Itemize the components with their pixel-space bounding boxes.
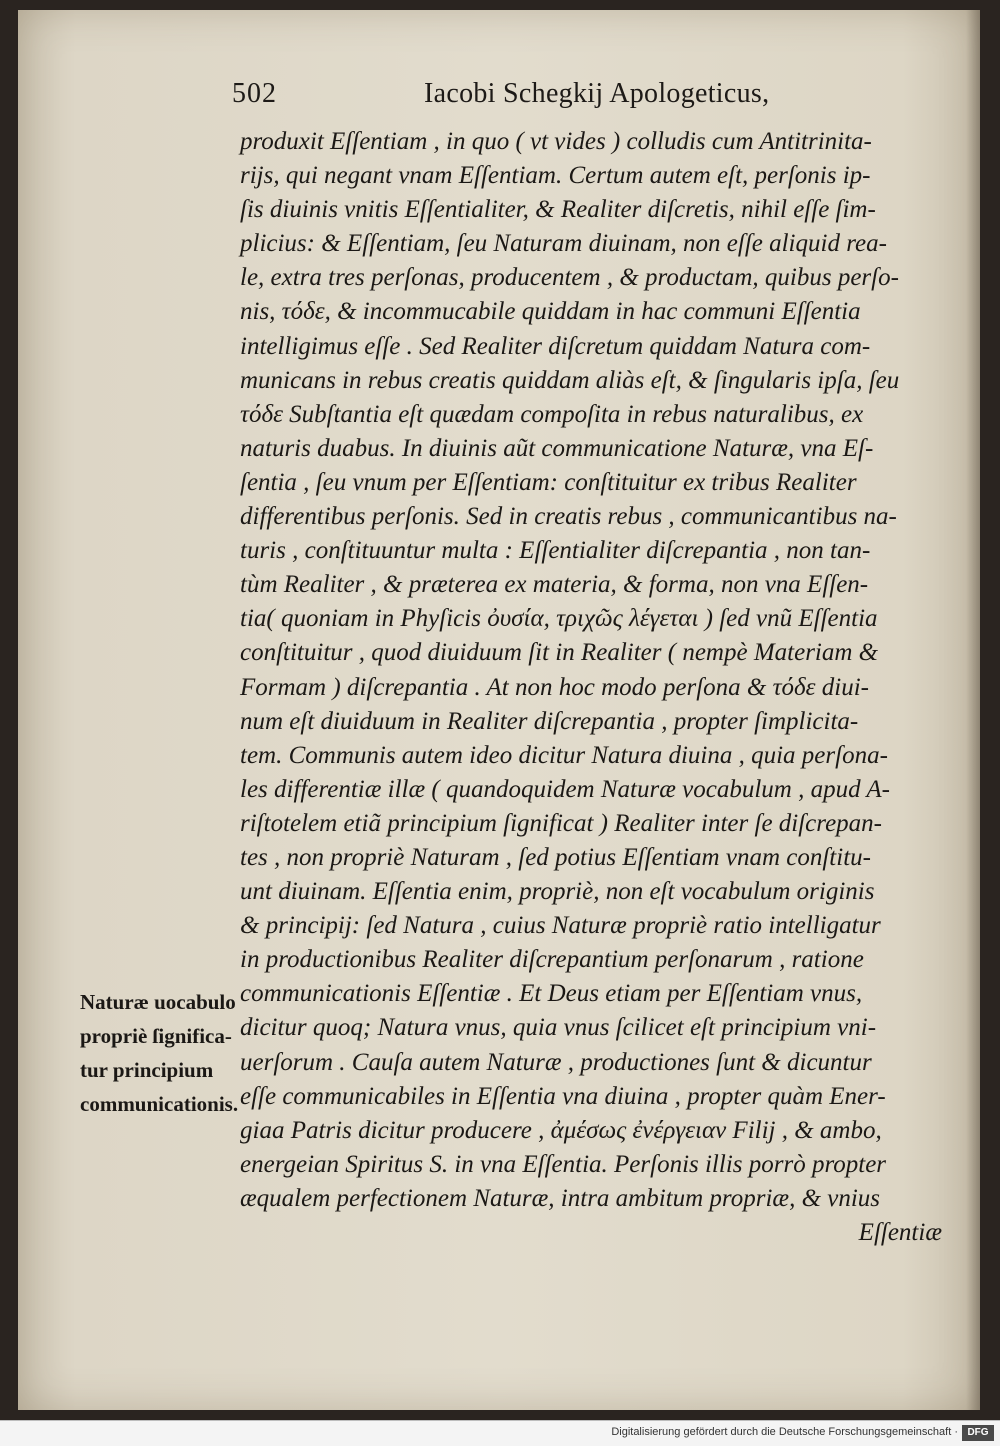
running-head: Iacobi Schegkij Apologeticus, [424,78,770,109]
text-line: ſis diuinis vnitis Eſſentialiter, & Realiter diſcretis, nihil eſſe ſim- [240,196,876,224]
text-line: nis, τόδε, & incommucabile quiddam in hac communi Eſſentia [240,298,861,326]
text-line: uerſorum . Cauſa autem Naturæ , productiones ſunt & dicuntur [240,1048,872,1076]
text-line: rijs, qui negant vnam Eſſentiam. Certum autem eſt, perſonis ip- [240,162,871,190]
footer-bar [0,1420,1000,1446]
marginal-note [80,985,260,1121]
catchword: Eſſentiæ [858,1219,942,1246]
text-line: municans in rebus creatis quiddam aliàs eſt, & ſingularis ipſa, ſeu [240,366,900,394]
text-line: differentibus perſonis. Sed in creatis rebus , communicantibus na- [240,503,897,531]
text-line: Formam ) diſcrepantia . At non hoc modo perſona & τόδε diui- [240,673,869,701]
text-line: τόδε Subſtantia eſt quædam compoſita in rebus naturalibus, ex [240,400,864,428]
text-line: turis , conſtituuntur multa : Eſſentialiter diſcrepantia , non tan- [240,537,871,565]
text-line: in productionibus Realiter diſcrepantium perſonarum , ratione [240,946,864,974]
text-line: dicitur quoq; Natura vnus, quia vnus ſcilicet eſt principium vni- [240,1014,877,1042]
text-line: æqualem perfectionem Naturæ, intra ambitum propriæ, & vnius [240,1184,881,1212]
text-line: unt diuinam. Eſſentia enim, propriè, non eſt vocabulum originis [240,878,875,906]
text-line: le, extra tres perſonas, producentem , & productam, quibus perſo- [240,264,899,292]
marginal-note-line: propriè ſignifica- [80,1024,232,1048]
body-text [240,125,952,1250]
marginal-note-line: Naturæ uocabulo [80,990,236,1014]
page-header [232,78,932,118]
text-line: tùm Realiter , & præterea ex materia, & forma, non vna Eſſen- [240,571,869,599]
text-line: produxit Eſſentiam , in quo ( vt vides ) colludis cum Antitrinita- [240,128,872,155]
page-edge-shadow [966,10,980,1410]
dfg-logo: DFG [962,1425,994,1441]
text-line: energeian Spiritus S. in vna Eſſentia. Perſonis illis porrò propter [240,1150,887,1178]
text-line: tes , non propriè Naturam , ſed potius Eſſentiam vnam conſtitu- [240,843,871,871]
text-line: num eſt diuiduum in Realiter diſcrepantia , propter ſimplicita- [240,707,859,735]
text-line: naturis duabus. In diuinis aũt communicatione Naturæ, vna Eſ- [240,434,874,462]
text-line: plicius: & Eſſentiam, ſeu Naturam diuinam, non eſſe aliquid rea- [240,230,887,258]
text-line: intelligimus eſſe . Sed Realiter diſcretum quiddam Natura com- [240,332,871,360]
marginal-note-line: tur principium [80,1058,214,1082]
text-line: tem. Communis autem ideo dicitur Natura diuina , quia perſona- [240,741,888,769]
funding-credit: Digitalisierung gefördert durch die Deutsche Forschungsgemeinschaft · [611,1426,958,1438]
text-line: communicationis Eſſentiæ . Et Deus etiam per Eſſentiam vnus, [240,980,863,1008]
page-number: 502 [232,78,277,109]
text-line: tia( quoniam in Phyſicis ὀυσία, τριχῶς λέγεται ) ſed vnũ Eſſentia [240,605,878,633]
text-line: ſentia , ſeu vnum per Eſſentiam: conſtituitur ex tribus Realiter [240,468,857,496]
text-line: riſtotelem etiã principium ſignificat ) Realiter inter ſe diſcrepan- [240,809,883,837]
text-line: les differentiæ illæ ( quandoquidem Naturæ vocabulum , apud A- [240,775,890,803]
marginal-note-line: communicationis. [80,1092,239,1116]
text-line: giaa Patris dicitur producere , ἀμέσως ἐνέργειαν Filij , & ambo, [240,1116,882,1144]
text-line: conſtituitur , quod diuiduum ſit in Realiter ( nempè Materiam & [240,639,879,667]
text-line: & principij: ſed Natura , cuius Naturæ propriè ratio intelligatur [240,912,881,940]
text-line: eſſe communicabiles in Eſſentia vna diuina , propter quàm Ener- [240,1082,886,1110]
